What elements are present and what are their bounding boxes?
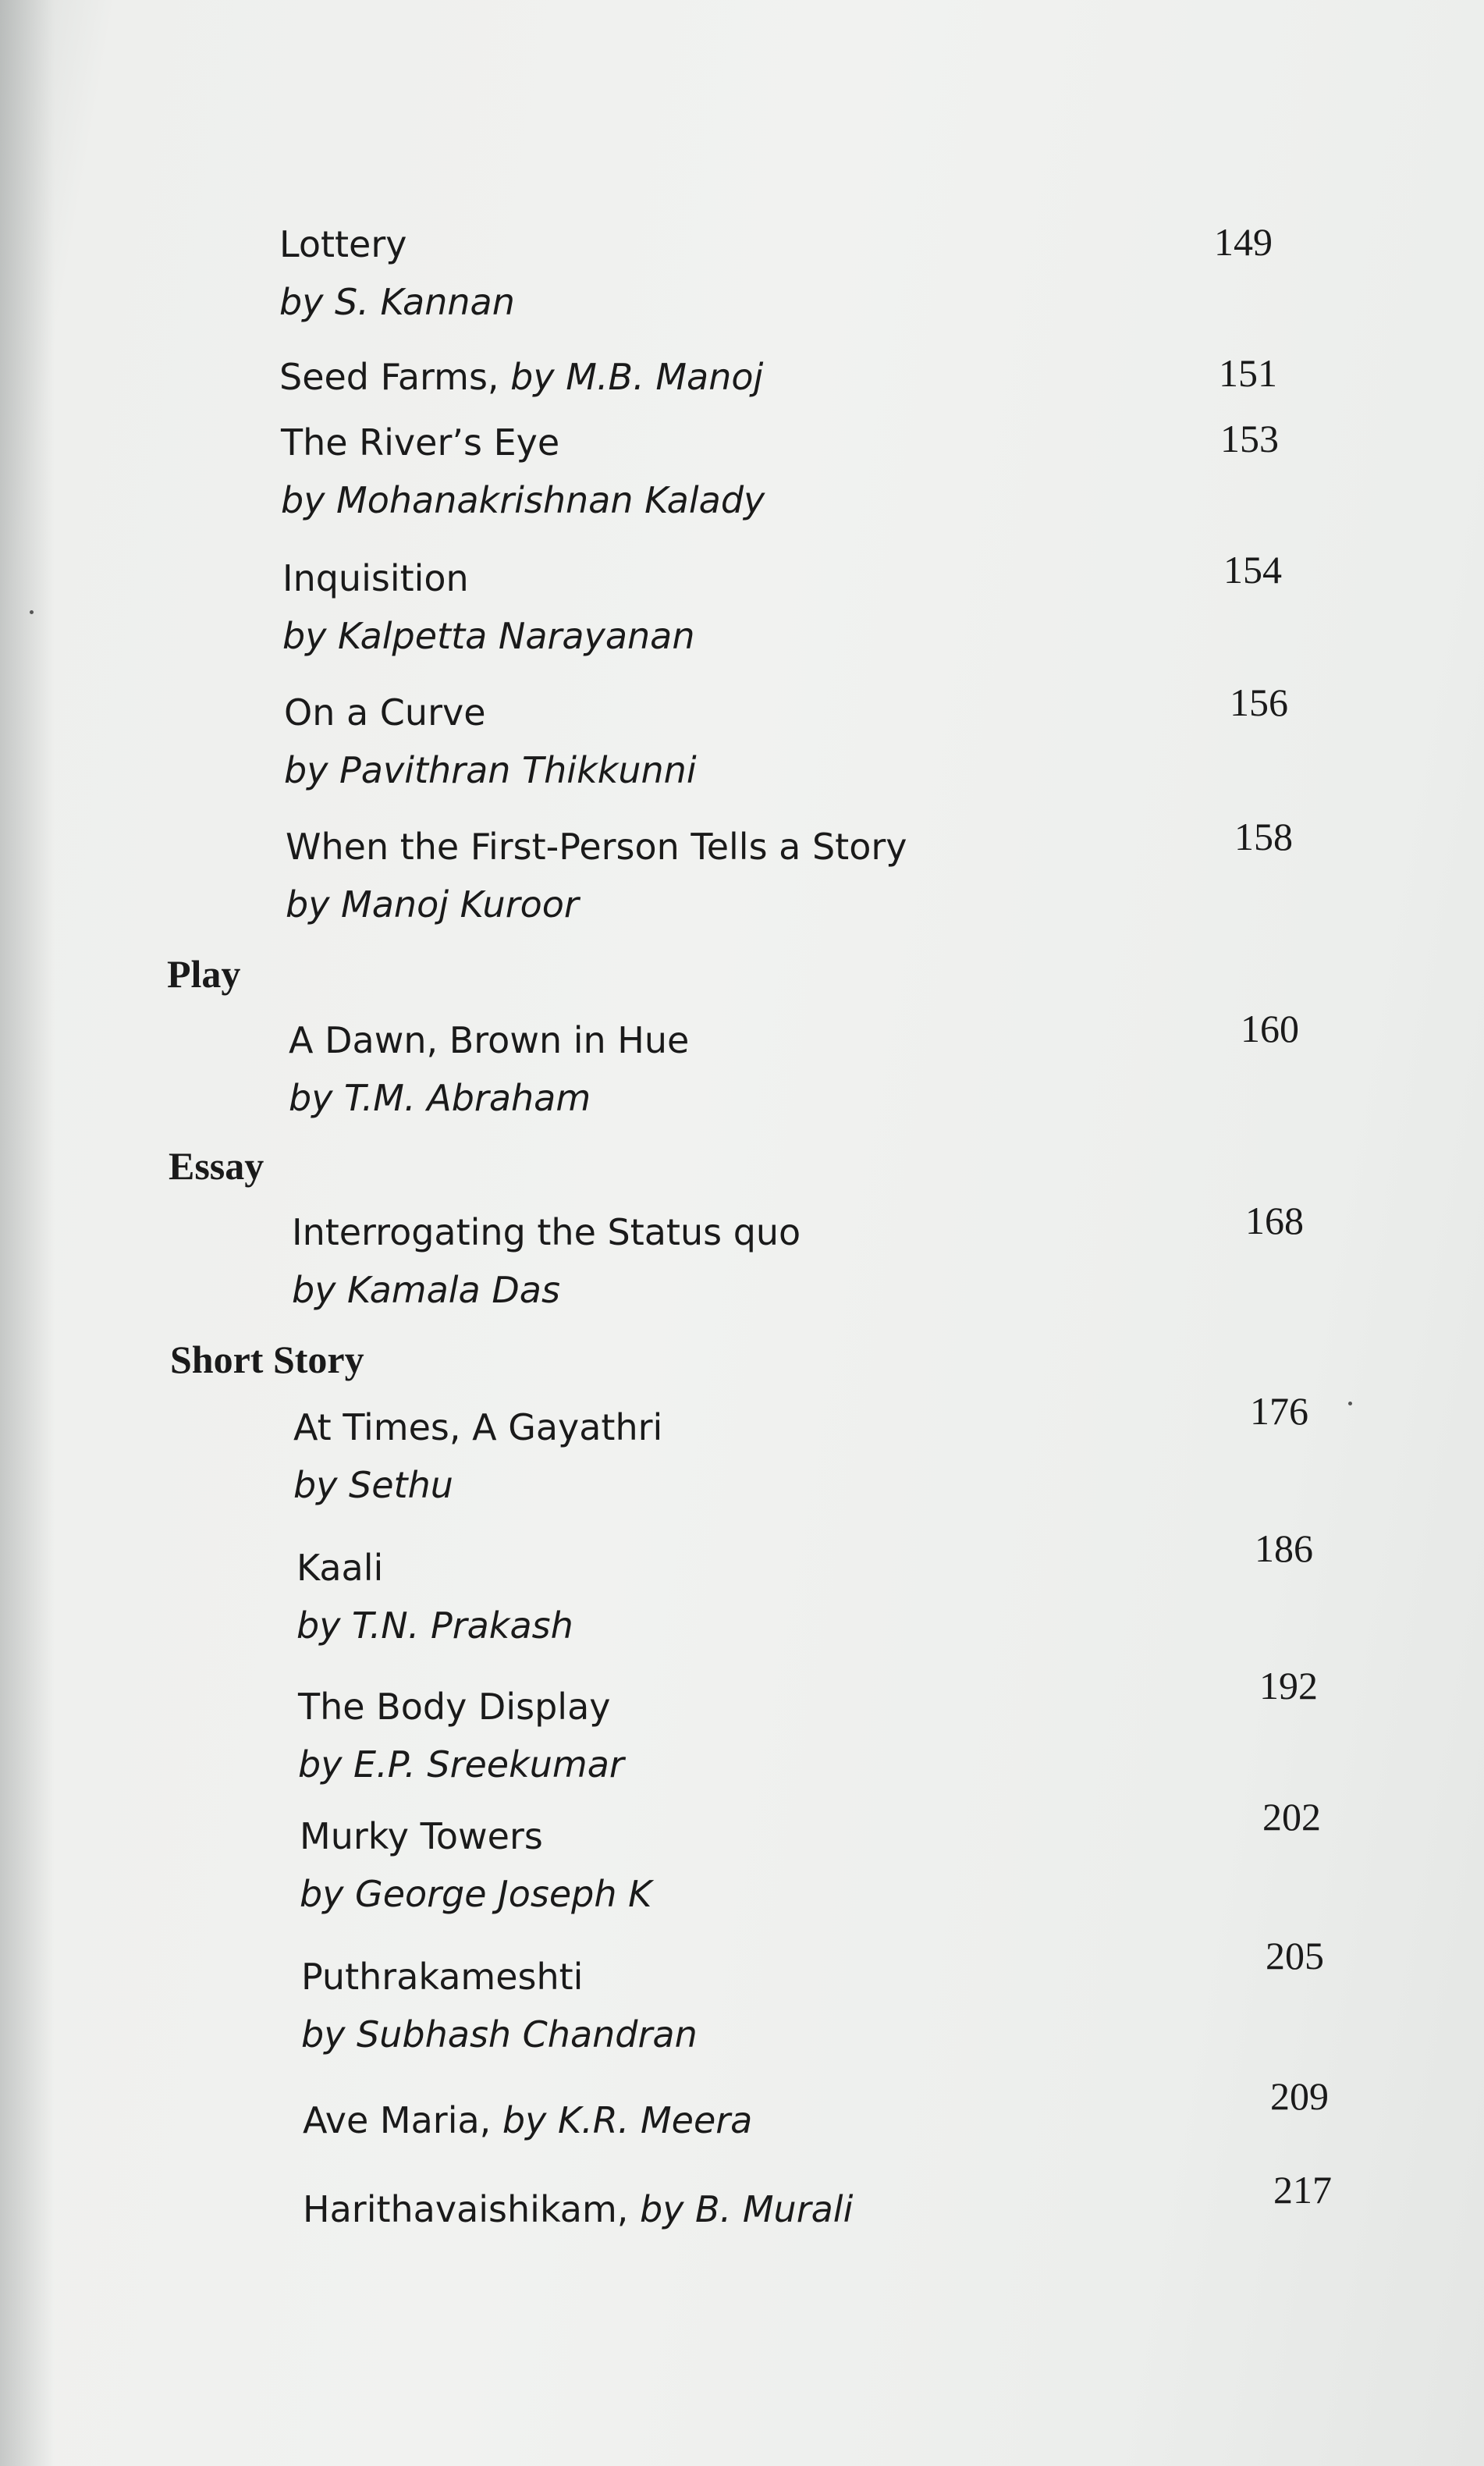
entry-author: by M.B. Manoj	[510, 356, 764, 398]
page-number: 205	[1266, 1934, 1324, 1977]
page-number: 186	[1255, 1526, 1313, 1570]
entry-author: by Kalpetta Narayanan	[282, 615, 695, 657]
toc-entry	[281, 414, 765, 529]
section-heading-play: Play	[167, 952, 241, 996]
toc-entry	[284, 684, 697, 799]
page-number: 168	[1245, 1199, 1304, 1242]
entry-title-text: Ave Maria,	[303, 2099, 502, 2141]
toc-entry	[289, 1011, 689, 1127]
page-number: 154	[1223, 548, 1282, 592]
section-heading-essay: Essay	[169, 1144, 264, 1188]
entry-author: by Sethu	[293, 1464, 453, 1506]
page-number: 151	[1219, 351, 1277, 395]
entry-title	[303, 2091, 752, 2149]
entry-author: by K.R. Meera	[502, 2099, 753, 2141]
entry-title: When the First-Person Tells a Story	[286, 826, 907, 868]
toc-entry	[303, 2180, 853, 2238]
entry-title: Inquisition	[282, 557, 469, 599]
toc-entry	[300, 1807, 651, 1923]
section-heading-short-story: Short Story	[170, 1338, 364, 1381]
toc-entry	[296, 1539, 573, 1654]
entry-author: by Mohanakrishnan Kalady	[281, 479, 765, 521]
entry-author: by T.N. Prakash	[296, 1604, 573, 1647]
entry-title: The River’s Eye	[281, 421, 560, 464]
toc-entry	[298, 1678, 624, 1793]
entry-title: The Body Display	[298, 1686, 611, 1728]
entry-title: On a Curve	[284, 691, 486, 734]
toc-entry	[303, 2091, 752, 2149]
toc-entry	[279, 215, 515, 331]
page-number: 202	[1262, 1795, 1321, 1839]
page-gutter-shadow	[0, 0, 55, 2466]
entry-title: Kaali	[296, 1547, 384, 1589]
entry-title-text: Seed Farms,	[279, 356, 511, 398]
entry-title: Interrogating the Status quo	[292, 1211, 801, 1253]
entry-title	[303, 2180, 853, 2238]
entry-author: by E.P. Sreekumar	[298, 1743, 624, 1786]
toc-entry	[292, 1203, 801, 1319]
entry-author: by Subhash Chandran	[301, 2013, 698, 2056]
entry-title: A Dawn, Brown in Hue	[289, 1019, 690, 1061]
toc-entry	[279, 348, 763, 406]
page-number: 192	[1259, 1664, 1318, 1707]
entry-author: by Pavithran Thikkunni	[284, 749, 697, 791]
entry-title: At Times, A Gayathri	[293, 1406, 663, 1448]
toc-entry	[293, 1398, 662, 1514]
entry-author: by Manoj Kuroor	[286, 883, 579, 926]
entry-author: by Kamala Das	[292, 1269, 560, 1311]
toc-entry	[286, 818, 907, 933]
entry-author: by George Joseph K	[300, 1873, 652, 1915]
print-speck	[1348, 1402, 1352, 1405]
toc-entry	[301, 1948, 698, 2063]
page-number: 149	[1214, 220, 1273, 264]
page-number: 217	[1273, 2168, 1332, 2212]
page-number: 158	[1234, 815, 1293, 858]
entry-title: Lottery	[279, 223, 407, 265]
print-speck	[30, 610, 34, 614]
entry-title-text: Harithavaishikam,	[303, 2188, 641, 2230]
page-number: 156	[1230, 680, 1288, 724]
entry-title: Puthrakameshti	[301, 1956, 584, 1998]
entry-author: by S. Kannan	[279, 281, 515, 323]
entry-title: Murky Towers	[300, 1815, 543, 1857]
page-number: 160	[1241, 1007, 1299, 1050]
entry-author: by B. Murali	[640, 2188, 854, 2230]
page-number: 176	[1250, 1389, 1308, 1433]
toc-entry	[282, 549, 695, 665]
page-number: 153	[1220, 417, 1279, 460]
page-number: 209	[1270, 2074, 1329, 2118]
entry-title	[279, 348, 763, 406]
entry-author: by T.M. Abraham	[289, 1077, 591, 1119]
